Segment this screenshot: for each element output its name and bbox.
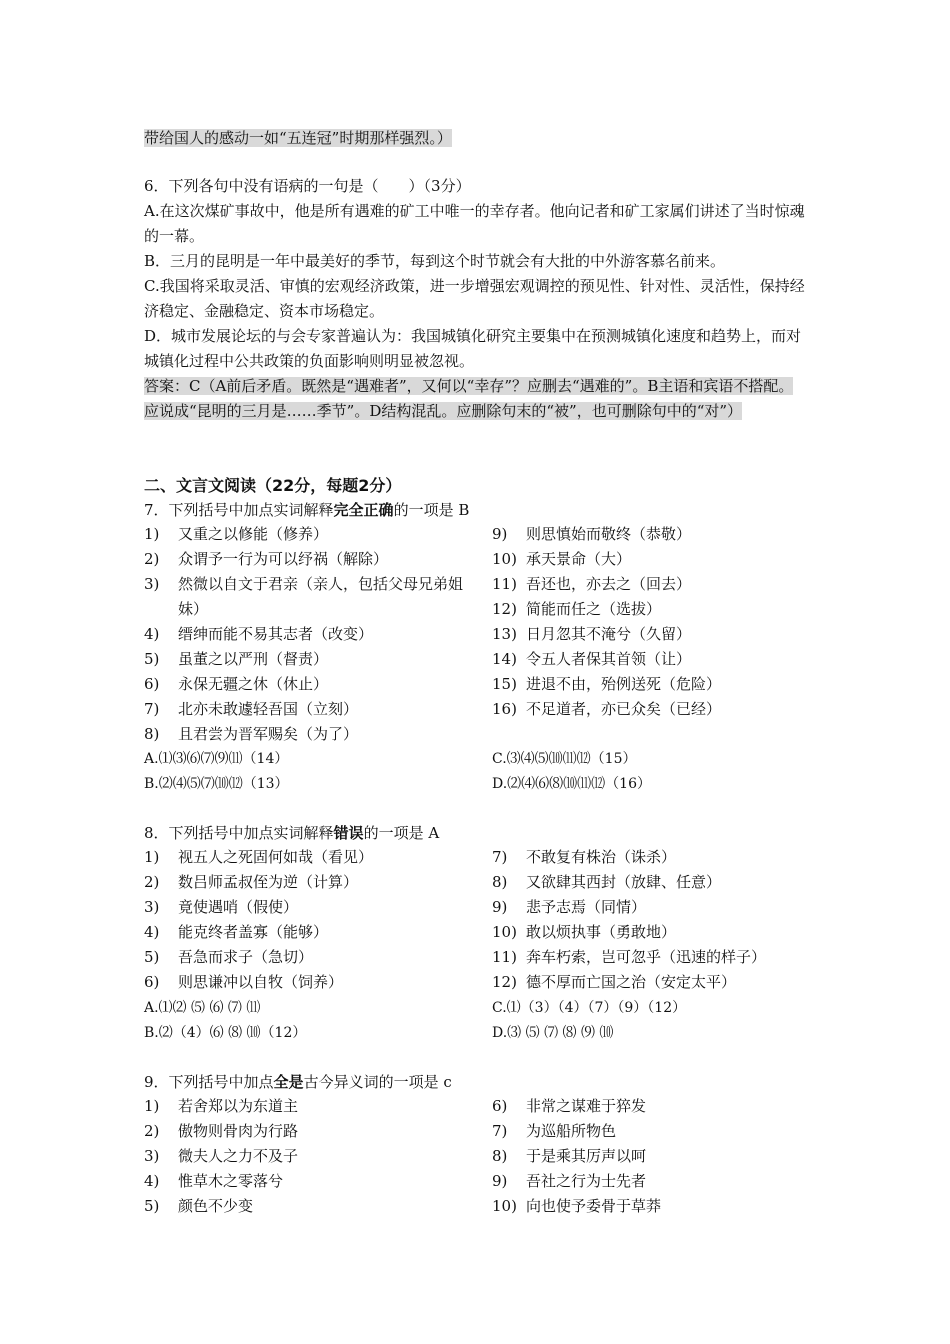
- list-item: [492, 597, 812, 622]
- q8-choice-d: D.⑶ ⑸ ⑺ ⑻ ⑼ ⑽: [492, 1025, 614, 1041]
- item-text: 永保无疆之休（休止）: [178, 675, 329, 693]
- item-number: 3): [144, 575, 160, 593]
- list-item: [144, 895, 469, 920]
- item-number: 4): [144, 1172, 160, 1190]
- list-item: [144, 1169, 469, 1194]
- item-text: 则思谦冲以自牧（饲养）: [178, 973, 344, 991]
- item-text: 日月忽其不淹兮（久留）: [526, 625, 692, 643]
- item-text: 北亦未敢遽轻吾国（立刻）: [178, 700, 359, 718]
- item-number: 4): [144, 923, 160, 941]
- q9-stem: [144, 1070, 452, 1094]
- item-number: 6): [492, 1097, 508, 1115]
- q9-stem-pre: 9．下列括号中加点: [144, 1073, 274, 1091]
- item-number: 3): [144, 1147, 160, 1165]
- q7-choice-c: C.⑶⑷⑸⑽⑾⑿（15）: [492, 751, 637, 767]
- q6-option-a: A.在这次煤矿事故中，他是所有遇难的矿工中唯一的幸存者。他向记者和矿工家属们讲述了当时惊魂的一幕。: [144, 202, 805, 245]
- list-item: [492, 920, 812, 945]
- list-item: [144, 1144, 469, 1169]
- item-number: 10): [492, 550, 517, 568]
- item-number: 8): [492, 873, 508, 891]
- list-item: [492, 647, 812, 672]
- item-number: 13): [492, 625, 517, 643]
- item-number: 6): [144, 675, 160, 693]
- item-text: 悲予志焉（同情）: [526, 898, 647, 916]
- item-text: 不足道者，亦已众矣（已经）: [526, 700, 722, 718]
- item-number: 9): [492, 898, 508, 916]
- item-text: 缙绅而能不易其志者（改变）: [178, 625, 374, 643]
- item-text: 为巡船所物色: [526, 1122, 617, 1140]
- list-item: [492, 970, 812, 995]
- item-text: 向也使予委骨于草莽: [526, 1197, 662, 1215]
- item-number: 12): [492, 600, 517, 618]
- list-item: [144, 845, 469, 870]
- item-text: 又欲肆其西封（放肆、任意）: [526, 873, 722, 891]
- item-text: 不敢复有株治（诛杀）: [526, 848, 677, 866]
- q9-left-list: [144, 1094, 469, 1219]
- item-number: 5): [144, 1197, 160, 1215]
- item-number: 16): [492, 700, 517, 718]
- item-text: 虽董之以严刑（督责）: [178, 650, 329, 668]
- item-number: 7): [492, 1122, 508, 1140]
- item-text: 令五人者保其首领（让）: [526, 650, 692, 668]
- q6-option-d: D．城市发展论坛的与会专家普遍认为：我国城镇化研究主要集中在预测城镇化速度和趋势上，而对城镇化过程中公共政策的负面影响则明显被忽视。: [144, 327, 802, 370]
- q6-option-b: B．三月的昆明是一年中最美好的季节，每到这个时节就会有大批的中外游客慕名前来。: [144, 252, 726, 270]
- item-text: 则思慎始而敬终（恭敬）: [526, 525, 692, 543]
- list-item: [144, 547, 469, 572]
- list-item: [492, 945, 812, 970]
- q8-choice-a: A.⑴⑵ ⑸ ⑹ ⑺ ⑾: [144, 1000, 261, 1016]
- q7-stem-bold: 完全正确: [333, 501, 394, 519]
- item-number: 10): [492, 1197, 517, 1215]
- item-number: 6): [144, 973, 160, 991]
- item-number: 7): [492, 848, 508, 866]
- item-text: 傲物则骨肉为行路: [178, 1122, 299, 1140]
- q7-choice-d: D.⑵⑷⑹⑻⑽⑾⑿（16）: [492, 776, 651, 792]
- list-item: [144, 672, 469, 697]
- list-item: [492, 1144, 812, 1169]
- item-number: 9): [492, 525, 508, 543]
- list-item: [144, 1094, 469, 1119]
- list-item: [492, 895, 812, 920]
- item-text: 德不厚而亡国之治（安定太平）: [526, 973, 737, 991]
- q9-stem-post: 古今异义词的一项是 c: [303, 1073, 452, 1091]
- item-number: 12): [492, 973, 517, 991]
- item-text: 颜色不少变: [178, 1197, 254, 1215]
- item-number: 1): [144, 525, 160, 543]
- item-text: 承天景命（大）: [526, 550, 632, 568]
- item-text: 众谓予一行为可以纾祸（解除）: [178, 550, 389, 568]
- q6-stem: 6．下列各句中没有语病的一句是（ ）（3分）: [144, 177, 471, 195]
- q7-stem-post: 的一项是 B: [393, 501, 470, 519]
- item-text: 又重之以修能（修养）: [178, 525, 329, 543]
- q7-left-list: [144, 522, 469, 747]
- item-text: 惟草木之零落兮: [178, 1172, 284, 1190]
- list-item: [492, 1169, 812, 1194]
- item-text: 敢以烦执事（勇敢地）: [526, 923, 677, 941]
- item-text: 数吕师孟叔侄为逆（计算）: [178, 873, 359, 891]
- item-number: 4): [144, 625, 160, 643]
- item-number: 5): [144, 650, 160, 668]
- item-number: 2): [144, 550, 160, 568]
- q8-stem-post: 的一项是 A: [363, 824, 440, 842]
- list-item: [144, 945, 469, 970]
- item-number: 11): [492, 948, 517, 966]
- list-item: [144, 1119, 469, 1144]
- top-fragment-highlight: [144, 126, 452, 150]
- item-number: 9): [492, 1172, 508, 1190]
- list-item: [144, 522, 469, 547]
- item-text: 吾社之行为士先者: [526, 1172, 647, 1190]
- q6-option-c: C.我国将采取灵活、审慎的宏观经济政策，进一步增强宏观调控的预见性、针对性、灵活性，保持经济稳定、金融稳定、资本市场稳定。: [144, 277, 805, 320]
- item-text: 且君尝为晋军赐矣（为了）: [178, 725, 359, 743]
- item-text: 吾急而求子（急切）: [178, 948, 314, 966]
- item-number: 14): [492, 650, 517, 668]
- q6-answer: [144, 374, 806, 424]
- item-text: 若舍郑以为东道主: [178, 1097, 299, 1115]
- q8-stem-bold: 错误: [333, 824, 364, 842]
- list-item: [144, 970, 469, 995]
- q7-right-list: [492, 522, 812, 722]
- item-text: 然微以自文于君亲（亲人，包括父母兄弟姐妹）: [178, 575, 464, 618]
- q7-choice-b: B.⑵⑷⑸⑺⑽⑿（13）: [144, 776, 289, 792]
- q9-stem-bold: 全是: [273, 1073, 304, 1091]
- item-text: 非常之谋难于猝发: [526, 1097, 647, 1115]
- item-number: 1): [144, 1097, 160, 1115]
- item-text: 于是乘其厉声以呵: [526, 1147, 647, 1165]
- item-text: 进退不由，殆例送死（危险）: [526, 675, 722, 693]
- item-number: 1): [144, 848, 160, 866]
- item-text: 吾还也，亦去之（回去）: [526, 575, 692, 593]
- item-number: 3): [144, 898, 160, 916]
- q8-left-list: [144, 845, 469, 995]
- item-number: 10): [492, 923, 517, 941]
- item-number: 2): [144, 873, 160, 891]
- item-number: 8): [492, 1147, 508, 1165]
- list-item: [492, 1194, 812, 1219]
- q8-choice-c: C.⑴（3）（4）（7）（9）（12）: [492, 1000, 687, 1016]
- q9-right-list: [492, 1094, 812, 1219]
- q7-stem: [144, 498, 469, 522]
- section-heading: 二、文言文阅读（22分，每题2分）: [144, 476, 402, 495]
- list-item: [144, 572, 469, 622]
- list-item: [492, 1094, 812, 1119]
- item-number: 8): [144, 725, 160, 743]
- list-item: [492, 697, 812, 722]
- q8-right-list: [492, 845, 812, 995]
- q8-stem-pre: 8．下列括号中加点实词解释: [144, 824, 334, 842]
- list-item: [492, 845, 812, 870]
- item-number: 15): [492, 675, 517, 693]
- item-text: 视五人之死固何如哉（看见）: [178, 848, 374, 866]
- item-text: 能克终者盖寡（能够）: [178, 923, 329, 941]
- list-item: [144, 1194, 469, 1219]
- list-item: [144, 920, 469, 945]
- q7-choice-a: A.⑴⑶⑹⑺⑼⑾（14）: [144, 751, 289, 767]
- list-item: [492, 522, 812, 547]
- item-text: 简能而任之（选拔）: [526, 600, 662, 618]
- item-number: 11): [492, 575, 517, 593]
- q8-stem: [144, 821, 439, 845]
- list-item: [144, 647, 469, 672]
- list-item: [492, 547, 812, 572]
- item-text: 竟使遇哨（假使）: [178, 898, 299, 916]
- list-item: [144, 870, 469, 895]
- item-text: 微夫人之力不及子: [178, 1147, 299, 1165]
- list-item: [492, 870, 812, 895]
- q6-answer-text: 答案：C（A前后矛盾。既然是“遇难者”，又何以“幸存”？应删去“遇难的”。B主语和宾语不搭配。应说成“昆明的三月是……季节”。D结构混乱。应删除句末的“被”，也可删除句中的“对”）: [144, 377, 794, 420]
- list-item: [492, 572, 812, 597]
- item-number: 7): [144, 700, 160, 718]
- q7-stem-pre: 7．下列括号中加点实词解释: [144, 501, 334, 519]
- q8-choice-b: B.⑵（4）⑹ ⑻ ⑽（12）: [144, 1025, 307, 1041]
- item-number: 5): [144, 948, 160, 966]
- list-item: [492, 622, 812, 647]
- list-item: [144, 622, 469, 647]
- item-number: 2): [144, 1122, 160, 1140]
- list-item: [492, 672, 812, 697]
- list-item: [144, 722, 469, 747]
- item-text: 奔车朽索，岂可忽乎（迅速的样子）: [526, 948, 767, 966]
- list-item: [144, 697, 469, 722]
- list-item: [492, 1119, 812, 1144]
- top-fragment: 带给国人的感动一如“五连冠”时期那样强烈。）: [144, 129, 452, 147]
